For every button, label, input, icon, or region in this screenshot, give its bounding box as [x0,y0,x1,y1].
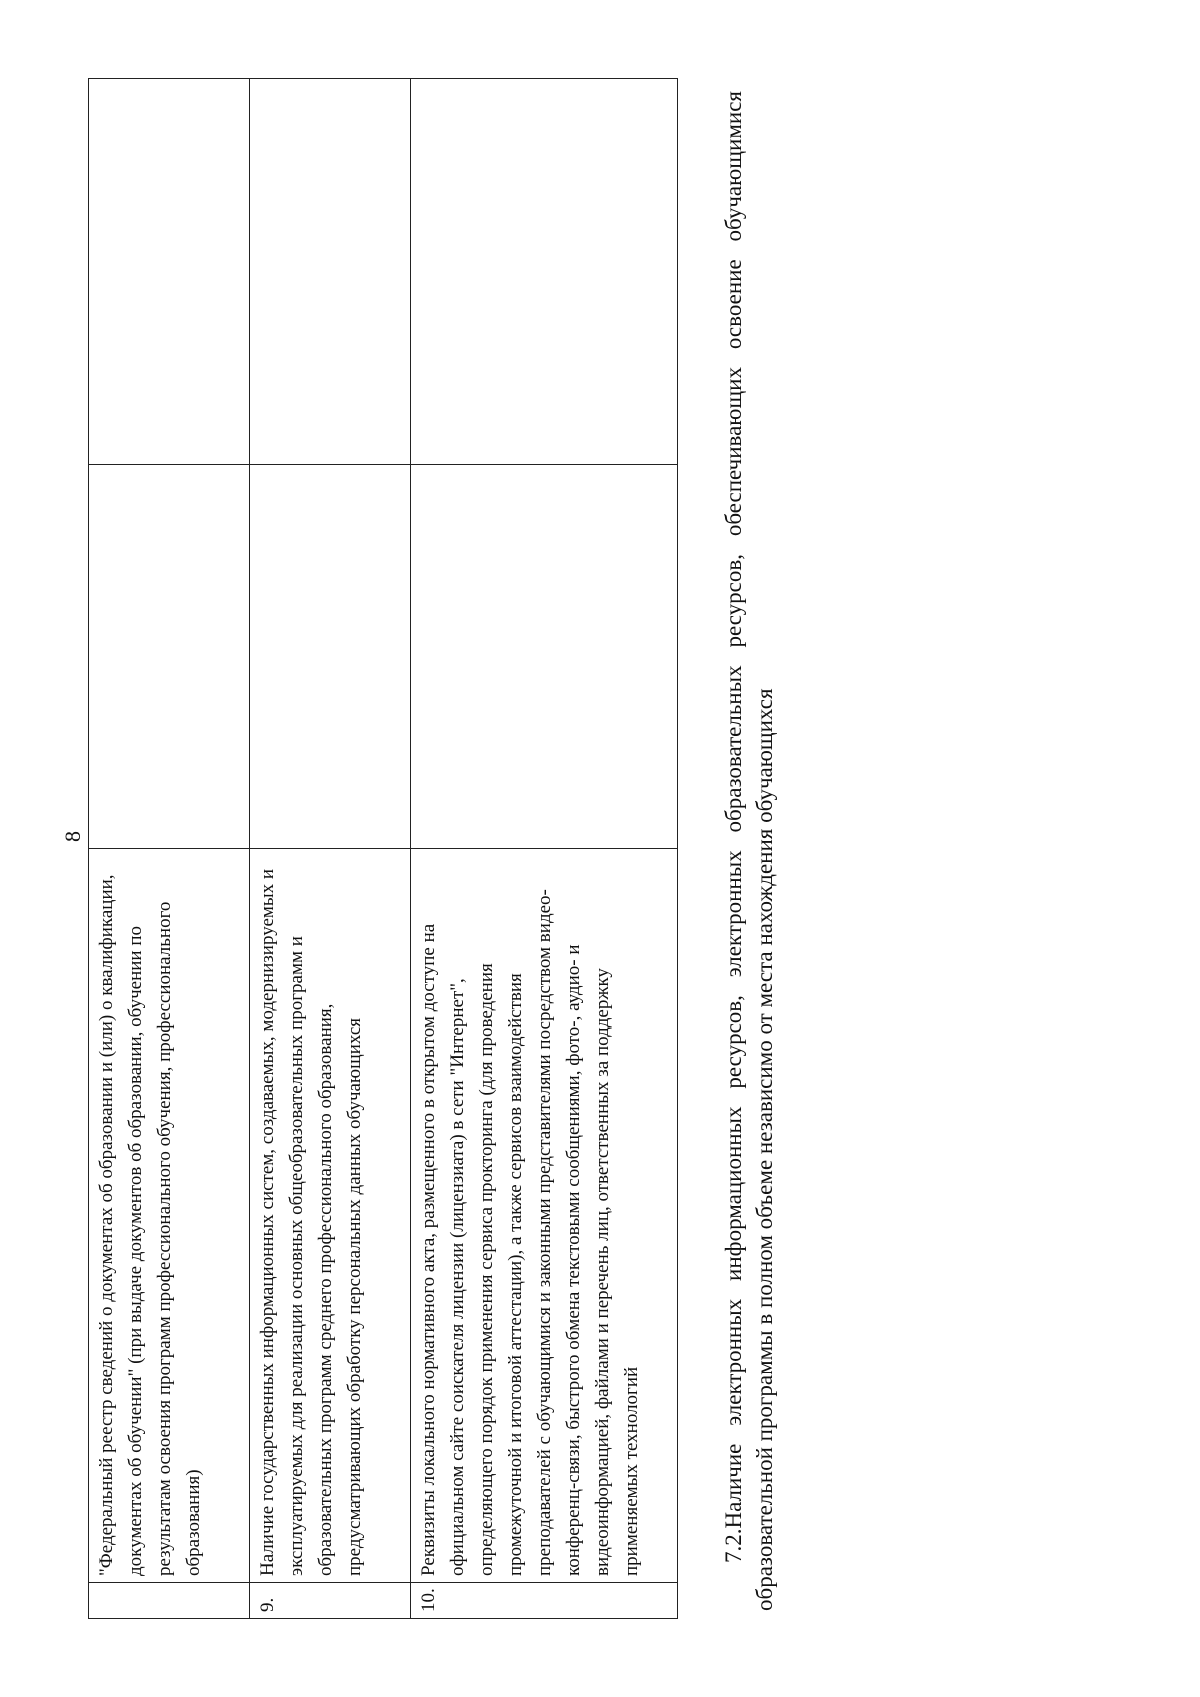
row-number [89,1583,250,1619]
requirements-table [88,78,678,1619]
page-number: 8 [60,831,85,842]
table-row [411,79,678,1619]
row-description: Наличие государственных информационных систем, создаваемых, модернизируемых и эксплуатируемых для реализации основных общеобразовательных программ и образовательных программ среднего профессионального образования, предусматривающих обработку персональных данных обучающихся [250,849,411,1583]
section-7-2 [718,91,780,1611]
row-number: 9. [250,1583,411,1619]
table-row [250,79,411,1619]
row-description: "Федеральный реестр сведений о документах об образовании и (или) о квалификации, документах об обучении" (при выдаче документов об образовании, обучении по результатам освоения программ профессионального обучения, профессионального образования) [89,849,250,1583]
row-value-cell [411,79,678,465]
row-value-cell [89,465,250,849]
row-value-cell [411,465,678,849]
row-number: 10. [411,1583,678,1619]
row-description: Реквизиты локального нормативного акта, размещенного в открытом доступе на официальном сайте соискателя лицензии (лицензиата) в сети "Интернет", определяющего порядок применения сервиса прокторинга (для проведения промежуточной и итоговой аттестации), а также сервисов взаимодействия преподавателей с обучающимися и законными представителями посредством видео-конференц-связи, быстрого обмена текстовыми сообщениями, фото-, аудио- и видеоинформацией, файлами и перечень лиц, ответственных за поддержку применяемых технологий [411,849,678,1583]
section-7-2-text: 7.2.Наличие электронных информационных ресурсов, электронных образовательных ресурсов, обеспечивающих освоение обучающимися образовательной программы в полном объеме независимо от места нахождения обучающихся [721,91,777,1611]
row-value-cell [250,79,411,465]
row-value-cell [89,79,250,465]
table-row [89,79,250,1619]
row-value-cell [250,465,411,849]
